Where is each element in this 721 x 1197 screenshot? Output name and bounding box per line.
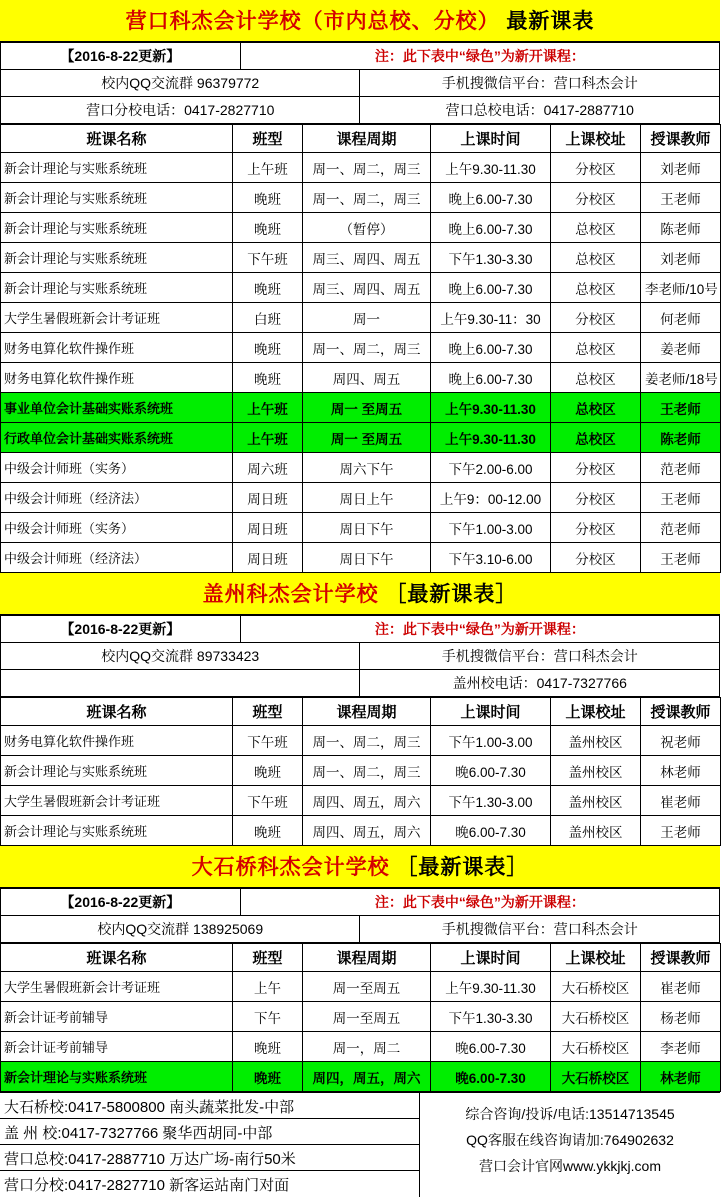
table-cell: 王老师 xyxy=(641,816,721,846)
table-cell: 晚班 xyxy=(233,1032,303,1062)
table-cell: 分校区 xyxy=(551,483,641,513)
table-cell: 晚班 xyxy=(233,363,303,393)
info-cell: 注：此下表中“绿色”为新开课程： xyxy=(240,889,719,916)
table-row xyxy=(1,423,721,453)
table-cell: 下午1.30-3.30 xyxy=(431,243,551,273)
table-cell: 崔老师 xyxy=(641,786,721,816)
table-cell: 中级会计师班（经济法） xyxy=(1,543,233,573)
table-cell: 何老师 xyxy=(641,303,721,333)
table-cell: 姜老师/18号 xyxy=(641,363,721,393)
table-cell: 盖州校区 xyxy=(551,756,641,786)
table-cell: （暂停） xyxy=(303,213,431,243)
section-banner xyxy=(0,846,720,888)
table-cell: 晚上6.00-7.30 xyxy=(431,273,551,303)
table-cell: 李老师/10号 xyxy=(641,273,721,303)
column-header: 上课时间 xyxy=(431,698,551,726)
table-cell: 上午9.30-11.30 xyxy=(431,153,551,183)
table-cell: 上午班 xyxy=(233,423,303,453)
table-cell: 范老师 xyxy=(641,513,721,543)
table-cell: 陈老师 xyxy=(641,423,721,453)
column-header: 授课教师 xyxy=(641,125,721,153)
info-row xyxy=(1,97,720,124)
table-cell: 分校区 xyxy=(551,303,641,333)
footer-address-line: 盖 州 校:0417-7327766 聚华西胡同-中部 xyxy=(0,1119,419,1145)
table-cell: 大学生暑假班新会计考证班 xyxy=(1,303,233,333)
table-cell: 周日班 xyxy=(233,513,303,543)
column-header: 上课校址 xyxy=(551,944,641,972)
table-cell: 晚6.00-7.30 xyxy=(431,756,551,786)
table-cell: 王老师 xyxy=(641,183,721,213)
table-cell: 盖州校区 xyxy=(551,726,641,756)
table-cell: 姜老师 xyxy=(641,333,721,363)
table-cell: 盖州校区 xyxy=(551,786,641,816)
table-cell: 新会计理论与实账系统班 xyxy=(1,273,233,303)
table-cell: 祝老师 xyxy=(641,726,721,756)
table-cell: 中级会计师班（实务） xyxy=(1,453,233,483)
table-cell: 大学生暑假班新会计考证班 xyxy=(1,786,233,816)
table-cell: 周一、周二，周三 xyxy=(303,333,431,363)
table-cell: 周一至周五 xyxy=(303,972,431,1002)
info-row xyxy=(1,889,720,916)
info-cell: 注：此下表中“绿色”为新开课程： xyxy=(240,43,719,70)
column-header: 班型 xyxy=(233,944,303,972)
info-row xyxy=(1,643,720,670)
table-header-row xyxy=(1,944,721,972)
column-header: 班课名称 xyxy=(1,698,233,726)
table-cell: 中级会计师班（实务） xyxy=(1,513,233,543)
table-cell: 白班 xyxy=(233,303,303,333)
table-cell: 晚6.00-7.30 xyxy=(431,1032,551,1062)
table-row xyxy=(1,756,721,786)
table-cell: 下午1.00-3.00 xyxy=(431,513,551,543)
table-cell: 新会计理论与实账系统班 xyxy=(1,1062,233,1092)
table-row xyxy=(1,363,721,393)
info-cell: 【2016-8-22更新】 xyxy=(1,43,241,70)
table-cell: 下午1.00-3.00 xyxy=(431,726,551,756)
column-header: 上课校址 xyxy=(551,698,641,726)
banner-title-red: 大石桥科杰会计学校 xyxy=(191,856,390,879)
table-cell: 林老师 xyxy=(641,756,721,786)
table-cell: 大石桥校区 xyxy=(551,1002,641,1032)
table-cell: 新会计理论与实账系统班 xyxy=(1,243,233,273)
info-cell: 【2016-8-22更新】 xyxy=(1,889,241,916)
table-cell: 总校区 xyxy=(551,393,641,423)
table-row xyxy=(1,153,721,183)
footer-contact-line: 综合咨询/投诉/电话:13514713545 xyxy=(465,1106,675,1122)
table-cell: 新会计理论与实账系统班 xyxy=(1,183,233,213)
section-info-table xyxy=(0,888,720,943)
column-header: 班课名称 xyxy=(1,944,233,972)
course-table xyxy=(0,697,721,846)
table-cell: 王老师 xyxy=(641,483,721,513)
footer xyxy=(0,1092,720,1197)
table-cell: 晚班 xyxy=(233,333,303,363)
info-cell xyxy=(1,670,360,697)
table-cell: 周日下午 xyxy=(303,543,431,573)
table-cell: 新会计证考前辅导 xyxy=(1,1002,233,1032)
table-cell: 李老师 xyxy=(641,1032,721,1062)
table-row xyxy=(1,453,721,483)
info-row xyxy=(1,43,720,70)
info-cell: 手机搜微信平台：营口科杰会计 xyxy=(360,70,720,97)
info-cell: 手机搜微信平台：营口科杰会计 xyxy=(360,916,720,943)
table-cell: 晚6.00-7.30 xyxy=(431,1062,551,1092)
table-cell: 大石桥校区 xyxy=(551,972,641,1002)
table-cell: 财务电算化软件操作班 xyxy=(1,333,233,363)
banner-title-black: ［最新课表］ xyxy=(385,583,518,606)
table-cell: 晚班 xyxy=(233,756,303,786)
table-cell: 周日下午 xyxy=(303,513,431,543)
info-row xyxy=(1,670,720,697)
table-cell: 周一至周五 xyxy=(303,1002,431,1032)
table-cell: 上午班 xyxy=(233,153,303,183)
table-cell: 周四、周五，周六 xyxy=(303,786,431,816)
table-cell: 杨老师 xyxy=(641,1002,721,1032)
table-cell: 刘老师 xyxy=(641,153,721,183)
table-cell: 总校区 xyxy=(551,333,641,363)
footer-contacts xyxy=(420,1093,720,1197)
table-cell: 晚6.00-7.30 xyxy=(431,816,551,846)
footer-contact-line: 营口会计官网www.ykkjkj.com xyxy=(478,1158,661,1174)
table-cell: 周一 至周五 xyxy=(303,393,431,423)
table-cell: 范老师 xyxy=(641,453,721,483)
info-row xyxy=(1,70,720,97)
table-row xyxy=(1,816,721,846)
table-cell: 总校区 xyxy=(551,243,641,273)
table-row xyxy=(1,1032,721,1062)
table-cell: 分校区 xyxy=(551,453,641,483)
table-header-row xyxy=(1,125,721,153)
table-cell: 晚上6.00-7.30 xyxy=(431,213,551,243)
table-cell: 周日上午 xyxy=(303,483,431,513)
table-cell: 上午9.30-11.30 xyxy=(431,972,551,1002)
banner-title-black: ［最新课表］ xyxy=(396,856,529,879)
table-cell: 下午 xyxy=(233,1002,303,1032)
banner-title-red: 盖州科杰会计学校 xyxy=(202,583,379,606)
footer-contact-line: QQ客服在线咨询请加:764902632 xyxy=(466,1132,674,1148)
table-cell: 行政单位会计基础实账系统班 xyxy=(1,423,233,453)
table-cell: 周一、周二，周三 xyxy=(303,756,431,786)
table-cell: 分校区 xyxy=(551,153,641,183)
table-cell: 大石桥校区 xyxy=(551,1032,641,1062)
column-header: 课程周期 xyxy=(303,698,431,726)
info-row xyxy=(1,916,720,943)
table-cell: 总校区 xyxy=(551,273,641,303)
column-header: 班课名称 xyxy=(1,125,233,153)
table-cell: 晚班 xyxy=(233,213,303,243)
table-cell: 下午3.10-6.00 xyxy=(431,543,551,573)
table-row xyxy=(1,543,721,573)
table-cell: 陈老师 xyxy=(641,213,721,243)
table-cell: 上午9.30-11.30 xyxy=(431,393,551,423)
footer-address-line: 营口分校:0417-2827710 新客运站南门对面 xyxy=(4,1177,290,1194)
table-row xyxy=(1,213,721,243)
table-cell: 新会计证考前辅导 xyxy=(1,1032,233,1062)
table-cell: 财务电算化软件操作班 xyxy=(1,363,233,393)
table-cell: 周四，周五，周六 xyxy=(303,1062,431,1092)
info-cell: 营口分校电话：0417-2827710 xyxy=(1,97,360,124)
table-row xyxy=(1,972,721,1002)
table-cell: 周三、周四、周五 xyxy=(303,273,431,303)
info-cell: 校内QQ交流群 89733423 xyxy=(1,643,360,670)
table-cell: 下午班 xyxy=(233,243,303,273)
table-cell: 总校区 xyxy=(551,423,641,453)
table-cell: 周一 xyxy=(303,303,431,333)
table-cell: 财务电算化软件操作班 xyxy=(1,726,233,756)
table-cell: 周一、周二，周三 xyxy=(303,183,431,213)
table-cell: 周一 至周五 xyxy=(303,423,431,453)
table-cell: 周一，周二 xyxy=(303,1032,431,1062)
table-header-row xyxy=(1,698,721,726)
table-cell: 周六班 xyxy=(233,453,303,483)
info-cell: 校内QQ交流群 138925069 xyxy=(1,916,360,943)
course-table xyxy=(0,124,721,573)
table-row xyxy=(1,1062,721,1092)
table-row xyxy=(1,333,721,363)
table-row xyxy=(1,183,721,213)
table-cell: 周三、周四、周五 xyxy=(303,243,431,273)
column-header: 上课时间 xyxy=(431,944,551,972)
table-cell: 事业单位会计基础实账系统班 xyxy=(1,393,233,423)
column-header: 上课校址 xyxy=(551,125,641,153)
footer-addresses xyxy=(0,1093,420,1197)
table-cell: 晚班 xyxy=(233,816,303,846)
column-header: 课程周期 xyxy=(303,125,431,153)
info-cell: 【2016-8-22更新】 xyxy=(1,616,241,643)
table-cell: 总校区 xyxy=(551,363,641,393)
table-cell: 王老师 xyxy=(641,393,721,423)
banner-title-red: 营口科杰会计学校（市内总校、分校） xyxy=(125,10,500,33)
table-cell: 总校区 xyxy=(551,213,641,243)
table-cell: 林老师 xyxy=(641,1062,721,1092)
info-cell: 盖州校电话：0417-7327766 xyxy=(360,670,720,697)
table-cell: 新会计理论与实账系统班 xyxy=(1,213,233,243)
column-header: 上课时间 xyxy=(431,125,551,153)
section-info-table xyxy=(0,42,720,124)
table-row xyxy=(1,273,721,303)
table-cell: 下午1.30-3.00 xyxy=(431,786,551,816)
table-cell: 大学生暑假班新会计考证班 xyxy=(1,972,233,1002)
table-row xyxy=(1,393,721,423)
table-cell: 上午班 xyxy=(233,393,303,423)
section-info-table xyxy=(0,615,720,697)
table-cell: 周四、周五，周六 xyxy=(303,816,431,846)
table-cell: 分校区 xyxy=(551,543,641,573)
table-cell: 上午9.30-11：30 xyxy=(431,303,551,333)
table-cell: 晚班 xyxy=(233,183,303,213)
section-banner xyxy=(0,0,720,42)
table-cell: 分校区 xyxy=(551,513,641,543)
info-cell: 注：此下表中“绿色”为新开课程： xyxy=(240,616,719,643)
table-cell: 上午9：00-12.00 xyxy=(431,483,551,513)
course-table xyxy=(0,943,721,1092)
table-row xyxy=(1,1002,721,1032)
table-cell: 周日班 xyxy=(233,483,303,513)
column-header: 班型 xyxy=(233,125,303,153)
table-cell: 盖州校区 xyxy=(551,816,641,846)
table-row xyxy=(1,483,721,513)
table-cell: 下午2.00-6.00 xyxy=(431,453,551,483)
info-cell: 手机搜微信平台：营口科杰会计 xyxy=(360,643,720,670)
table-cell: 周一、周二，周三 xyxy=(303,153,431,183)
table-row xyxy=(1,786,721,816)
table-cell: 崔老师 xyxy=(641,972,721,1002)
table-cell: 上午 xyxy=(233,972,303,1002)
table-row xyxy=(1,243,721,273)
info-cell: 校内QQ交流群 96379772 xyxy=(1,70,360,97)
table-cell: 下午班 xyxy=(233,786,303,816)
table-cell: 周日班 xyxy=(233,543,303,573)
table-cell: 新会计理论与实账系统班 xyxy=(1,816,233,846)
table-row xyxy=(1,726,721,756)
table-cell: 晚上6.00-7.30 xyxy=(431,363,551,393)
banner-title-black: 最新课表 xyxy=(506,10,595,33)
footer-address-line: 营口总校:0417-2887710 万达广场-南行50米 xyxy=(0,1145,419,1171)
column-header: 课程周期 xyxy=(303,944,431,972)
footer-address-line: 大石桥校:0417-5800800 南头蔬菜批发-中部 xyxy=(0,1093,419,1119)
table-cell: 大石桥校区 xyxy=(551,1062,641,1092)
table-cell: 分校区 xyxy=(551,183,641,213)
table-cell: 王老师 xyxy=(641,543,721,573)
table-cell: 下午1.30-3.30 xyxy=(431,1002,551,1032)
info-row xyxy=(1,616,720,643)
table-cell: 晚上6.00-7.30 xyxy=(431,183,551,213)
info-cell: 营口总校电话：0417-2887710 xyxy=(360,97,720,124)
table-cell: 中级会计师班（经济法） xyxy=(1,483,233,513)
table-cell: 新会计理论与实账系统班 xyxy=(1,756,233,786)
table-row xyxy=(1,513,721,543)
table-cell: 刘老师 xyxy=(641,243,721,273)
table-cell: 新会计理论与实账系统班 xyxy=(1,153,233,183)
table-cell: 晚班 xyxy=(233,1062,303,1092)
column-header: 授课教师 xyxy=(641,944,721,972)
table-cell: 晚班 xyxy=(233,273,303,303)
table-cell: 周四、周五 xyxy=(303,363,431,393)
column-header: 授课教师 xyxy=(641,698,721,726)
table-cell: 周六下午 xyxy=(303,453,431,483)
table-cell: 上午9.30-11.30 xyxy=(431,423,551,453)
table-cell: 周一、周二，周三 xyxy=(303,726,431,756)
section-banner xyxy=(0,573,720,615)
table-cell: 晚上6.00-7.30 xyxy=(431,333,551,363)
table-row xyxy=(1,303,721,333)
table-cell: 下午班 xyxy=(233,726,303,756)
column-header: 班型 xyxy=(233,698,303,726)
